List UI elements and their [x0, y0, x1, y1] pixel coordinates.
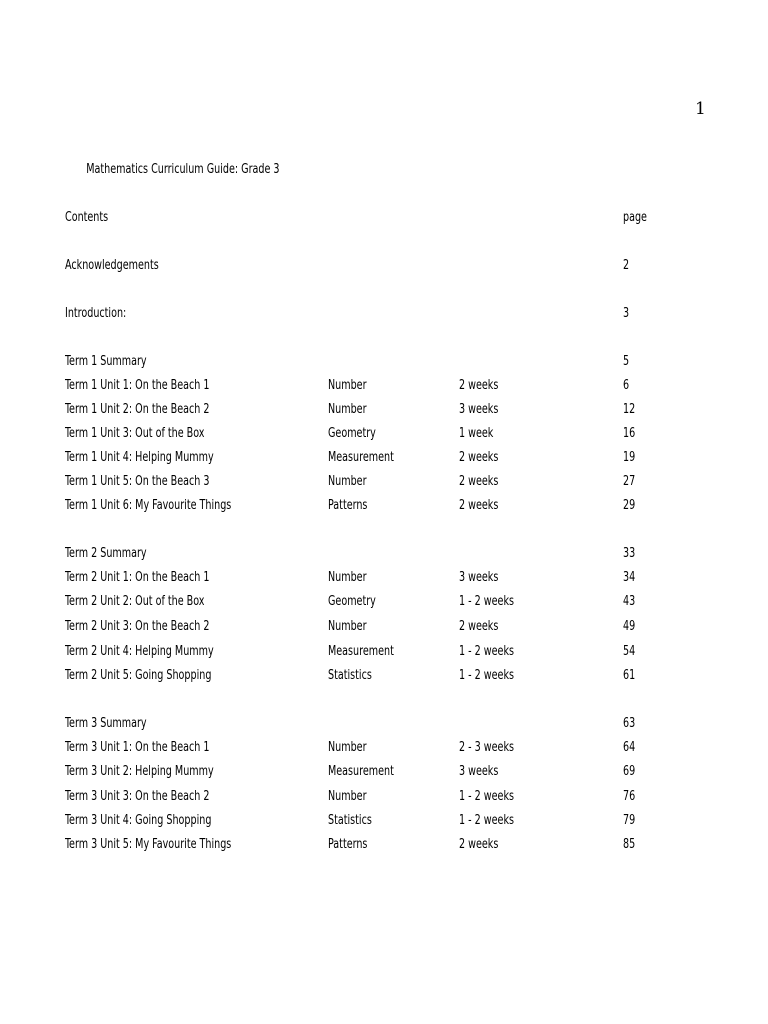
- unit-entry: [0, 446, 768, 470]
- term-summary-entry: [0, 712, 768, 736]
- unit-entry: [0, 760, 768, 784]
- unit-entry: [0, 422, 768, 446]
- entry-title: Term 3 Summary: [65, 716, 147, 731]
- unit-entry: [0, 615, 768, 639]
- unit-duration: 3 weeks: [459, 402, 499, 417]
- unit-title: Term 3 Unit 2: Helping Mummy: [65, 764, 214, 779]
- unit-duration: 1 - 2 weeks: [459, 644, 515, 659]
- entry-page: 2: [623, 258, 630, 273]
- unit-entry: [0, 736, 768, 760]
- unit-duration: 2 weeks: [459, 378, 499, 393]
- unit-title: Term 3 Unit 5: My Favourite Things: [65, 837, 232, 852]
- unit-strand: Measurement: [328, 450, 394, 465]
- unit-strand: Patterns: [328, 498, 368, 513]
- entry-page: 49: [623, 619, 636, 634]
- entry-page: 76: [623, 789, 636, 804]
- entry-page: 16: [623, 426, 636, 441]
- unit-strand: Measurement: [328, 644, 394, 659]
- term-summary-entry: [0, 350, 768, 374]
- entry-page: 63: [623, 716, 636, 731]
- unit-title: Term 2 Unit 5: Going Shopping: [65, 668, 212, 683]
- toc-entry: [0, 302, 768, 326]
- unit-duration: 2 - 3 weeks: [459, 740, 515, 755]
- unit-strand: Number: [328, 570, 367, 585]
- unit-title: Term 1 Unit 2: On the Beach 2: [65, 402, 210, 417]
- unit-title: Term 1 Unit 5: On the Beach 3: [65, 474, 210, 489]
- unit-title: Term 1 Unit 1: On the Beach 1: [65, 378, 210, 393]
- entry-page: 61: [623, 668, 636, 683]
- unit-title: Term 2 Unit 3: On the Beach 2: [65, 619, 210, 634]
- entry-page: 64: [623, 740, 636, 755]
- unit-duration: 1 - 2 weeks: [459, 813, 515, 828]
- unit-entry: [0, 664, 768, 688]
- unit-title: Term 2 Unit 1: On the Beach 1: [65, 570, 210, 585]
- contents-header: [0, 206, 768, 230]
- entry-page: 6: [623, 378, 630, 393]
- unit-strand: Measurement: [328, 764, 394, 779]
- unit-entry: [0, 470, 768, 494]
- entry-page: 12: [623, 402, 636, 417]
- entry-page: 33: [623, 546, 636, 561]
- contents-label: Contents: [65, 210, 109, 225]
- unit-entry: [0, 809, 768, 833]
- unit-entry: [0, 398, 768, 422]
- unit-strand: Patterns: [328, 837, 368, 852]
- unit-duration: 1 - 2 weeks: [459, 668, 515, 683]
- document-title: Mathematics Curriculum Guide: Grade 3: [86, 162, 280, 177]
- entry-title: Term 1 Summary: [65, 354, 147, 369]
- page-column-label: page: [623, 210, 647, 225]
- unit-title: Term 1 Unit 6: My Favourite Things: [65, 498, 232, 513]
- entry-title: Term 2 Summary: [65, 546, 147, 561]
- entry-title: Acknowledgements: [65, 258, 159, 273]
- unit-strand: Number: [328, 740, 367, 755]
- entry-page: 54: [623, 644, 636, 659]
- unit-duration: 3 weeks: [459, 764, 499, 779]
- unit-duration: 1 - 2 weeks: [459, 594, 515, 609]
- unit-duration: 2 weeks: [459, 450, 499, 465]
- unit-duration: 2 weeks: [459, 498, 499, 513]
- unit-title: Term 2 Unit 2: Out of the Box: [65, 594, 205, 609]
- unit-strand: Number: [328, 402, 367, 417]
- unit-duration: 1 - 2 weeks: [459, 789, 515, 804]
- term-summary-entry: [0, 542, 768, 566]
- unit-title: Term 3 Unit 4: Going Shopping: [65, 813, 212, 828]
- entry-title: Introduction:: [65, 306, 127, 321]
- unit-strand: Number: [328, 474, 367, 489]
- entry-page: 43: [623, 594, 636, 609]
- unit-strand: Number: [328, 619, 367, 634]
- unit-entry: [0, 374, 768, 398]
- entry-page: 19: [623, 450, 636, 465]
- unit-entry: [0, 785, 768, 809]
- unit-entry: [0, 590, 768, 614]
- unit-duration: 3 weeks: [459, 570, 499, 585]
- unit-strand: Geometry: [328, 426, 376, 441]
- unit-duration: 2 weeks: [459, 474, 499, 489]
- unit-entry: [0, 833, 768, 857]
- unit-strand: Number: [328, 378, 367, 393]
- unit-duration: 2 weeks: [459, 837, 499, 852]
- entry-page: 34: [623, 570, 636, 585]
- unit-title: Term 1 Unit 3: Out of the Box: [65, 426, 205, 441]
- unit-title: Term 2 Unit 4: Helping Mummy: [65, 644, 214, 659]
- entry-page: 27: [623, 474, 636, 489]
- unit-strand: Geometry: [328, 594, 376, 609]
- unit-entry: [0, 494, 768, 518]
- unit-strand: Statistics: [328, 668, 372, 683]
- unit-title: Term 1 Unit 4: Helping Mummy: [65, 450, 214, 465]
- entry-page: 29: [623, 498, 636, 513]
- entry-page: 5: [623, 354, 630, 369]
- entry-page: 3: [623, 306, 630, 321]
- unit-title: Term 3 Unit 1: On the Beach 1: [65, 740, 210, 755]
- page-number: 1: [695, 99, 706, 119]
- unit-strand: Number: [328, 789, 367, 804]
- toc-entry: [0, 254, 768, 278]
- entry-page: 79: [623, 813, 636, 828]
- unit-entry: [0, 640, 768, 664]
- entry-page: 85: [623, 837, 636, 852]
- unit-strand: Statistics: [328, 813, 372, 828]
- unit-duration: 1 week: [459, 426, 494, 441]
- entry-page: 69: [623, 764, 636, 779]
- unit-entry: [0, 566, 768, 590]
- unit-duration: 2 weeks: [459, 619, 499, 634]
- unit-title: Term 3 Unit 3: On the Beach 2: [65, 789, 210, 804]
